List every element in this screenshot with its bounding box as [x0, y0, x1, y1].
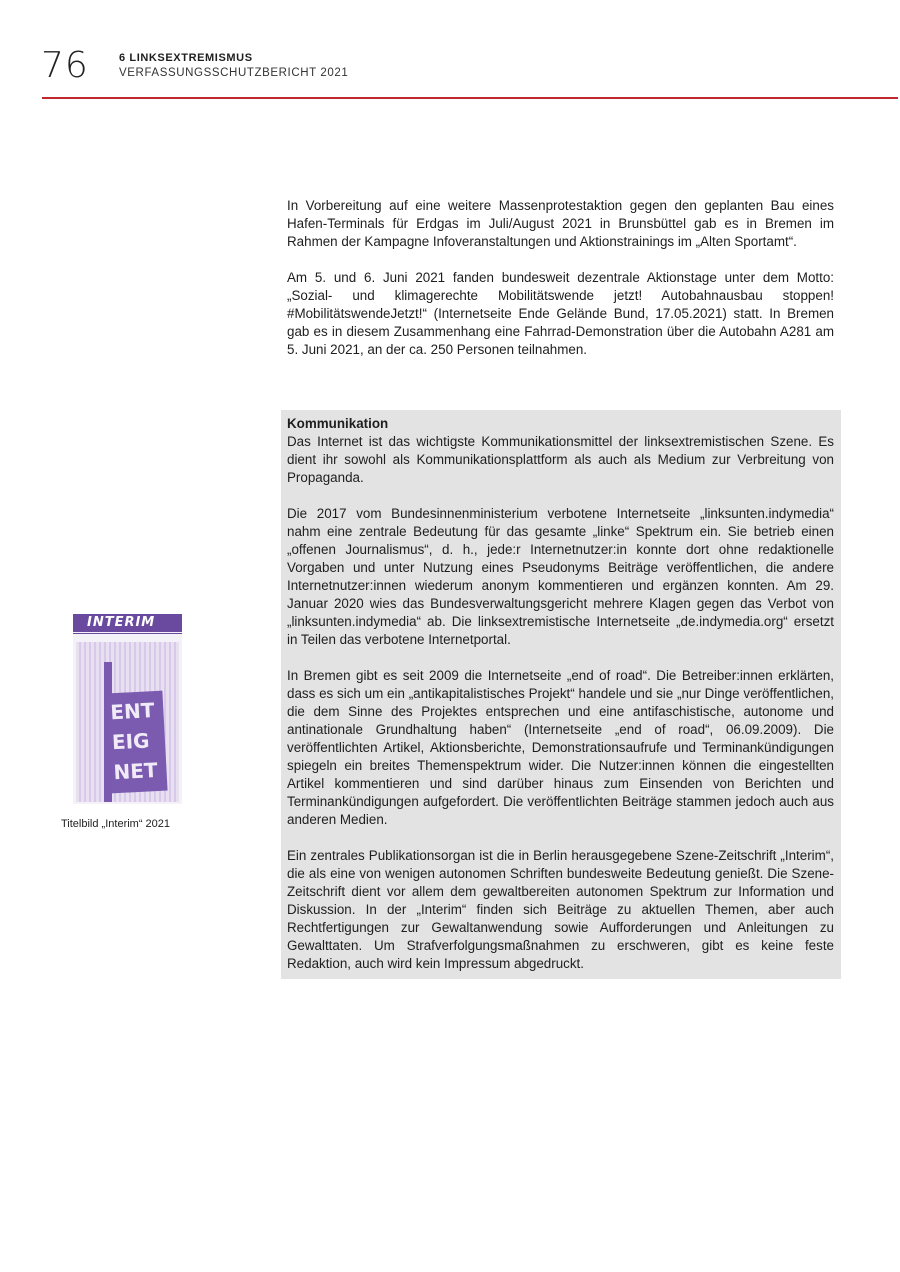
page-number: 76	[41, 45, 89, 86]
section-heading: Kommunikation	[287, 416, 389, 431]
intro-paragraph: Am 5. und 6. Juni 2021 fanden bundesweit dezentrale Aktionstage unter dem Motto: „Sozial- und klimagerechte Mobilitätswende jetzt! Autobahnausbau stoppen! #MobilitätswendeJetzt!“ (Internetseite Ende Gelände Bund, 17.05.2021) statt. In Bremen gab es in diesem Zusammenhang eine Fahrrad-Demonstration über die Autobahn A281 am 5. Juni 2021, an der ca. 250 Personen teilnahmen.	[287, 270, 834, 357]
interim-cover-image	[73, 614, 182, 804]
box-paragraph: Das Internet ist das wichtigste Kommunikationsmittel der linksextremistischen Szene. Es dient ihr sowohl als Kommunikationsplattform als auch als Medium zur Verbreitung von Propaganda.	[287, 434, 834, 485]
cover-title: INTERIM	[87, 615, 156, 630]
header-divider	[42, 97, 898, 99]
box-paragraph: In Bremen gibt es seit 2009 die Internetseite „end of road“. Die Betreiber:innen erklärten, dass es sich um ein „antikapitalistisches Projekt“ handele und sie „nur Dinge veröffentlichen, die dem Sinne des Projektes entsprechen und eine antifaschistische, autonome und antinationale Grundhaltung haben“ (Internetseite „end of road“, 06.09.2009). Die veröffentlichten Artikel, Aktionsberichte, Demonstrationsaufrufe und Terminankündigungen spiegeln ein breites Themenspektrum wider. Die Nutzer:innen können die eingestellten Artikel kommentieren und sind darüber hinaus zum Einsenden von Berichten und Terminankündigungen aufgefordert. Die veröffentlichten Beiträge stammen jedoch auch aus anderen Medien.	[287, 668, 834, 827]
cover-photo	[76, 642, 179, 802]
banner-text: ENT	[109, 698, 156, 725]
banner-text: NET	[112, 757, 159, 785]
report-subtitle: VERFASSUNGSSCHUTZBERICHT 2021	[119, 67, 349, 79]
box-paragraph: Ein zentrales Publikationsorgan ist die in Berlin herausgegebene Szene-Zeitschrift „Interim“, die als eine von wenigen autonomen Schriften bundesweite Bedeutung genießt. Die Szene-Zeitschrift dient vor allem dem gewaltbereiten autonomen Spektrum zur Information und Diskussion. In der „Interim“ finden sich Beiträge zu aktuellen Themen, aber auch Rechtfertigungen zur Gewaltanwendung sowie Aufforderungen und Anleitungen zu Gewalttaten. Um Strafverfolgungsmaßnahmen zu erschweren, gibt es keine feste Redaktion, auch wird kein Impressum abgedruckt.	[287, 848, 834, 971]
chapter-title: 6 LINKSEXTREMISMUS	[119, 52, 253, 64]
banner-text: EIG	[111, 728, 151, 755]
figure-caption: Titelbild „Interim“ 2021	[61, 818, 171, 830]
info-box	[287, 415, 834, 973]
cover-masthead	[73, 614, 182, 632]
intro-section	[287, 197, 834, 359]
cover-banner	[106, 691, 167, 794]
intro-paragraph: In Vorbereitung auf eine weitere Massenprotestaktion gegen den geplanten Bau eines Hafen-Terminals für Erdgas im Juli/August 2021 in Brunsbüttel gab es in Bremen im Rahmen der Kampagne Infoveranstaltungen und Aktionstrainings im „Alten Sportamt“.	[287, 198, 834, 249]
cover-rule	[73, 633, 182, 634]
box-paragraph: Die 2017 vom Bundesinnenministerium verbotene Internetseite „linksunten.indymedia“ nahm eine zentrale Bedeutung für das gesamte „linke“ Spektrum ein. Sie betrieb einen „offenen Journalismus“, d. h., jede:r Internetnutzer:in konnte dort ohne redaktionelle Vorgaben und unter Nutzung eines Pseudonyms Beiträge veröffentlichen, die andere Internetnutzer:innen wiederum anonym kommentieren und ergänzen konnten. Am 29. Januar 2020 wies das Bundesverwaltungsgericht mehrere Klagen gegen das Verbot von „linksunten.indymedia“ ab. Die linksextremistische Internetseite „de.indymedia.org“ ersetzt in Teilen das verbotene Internetportal.	[287, 506, 834, 647]
